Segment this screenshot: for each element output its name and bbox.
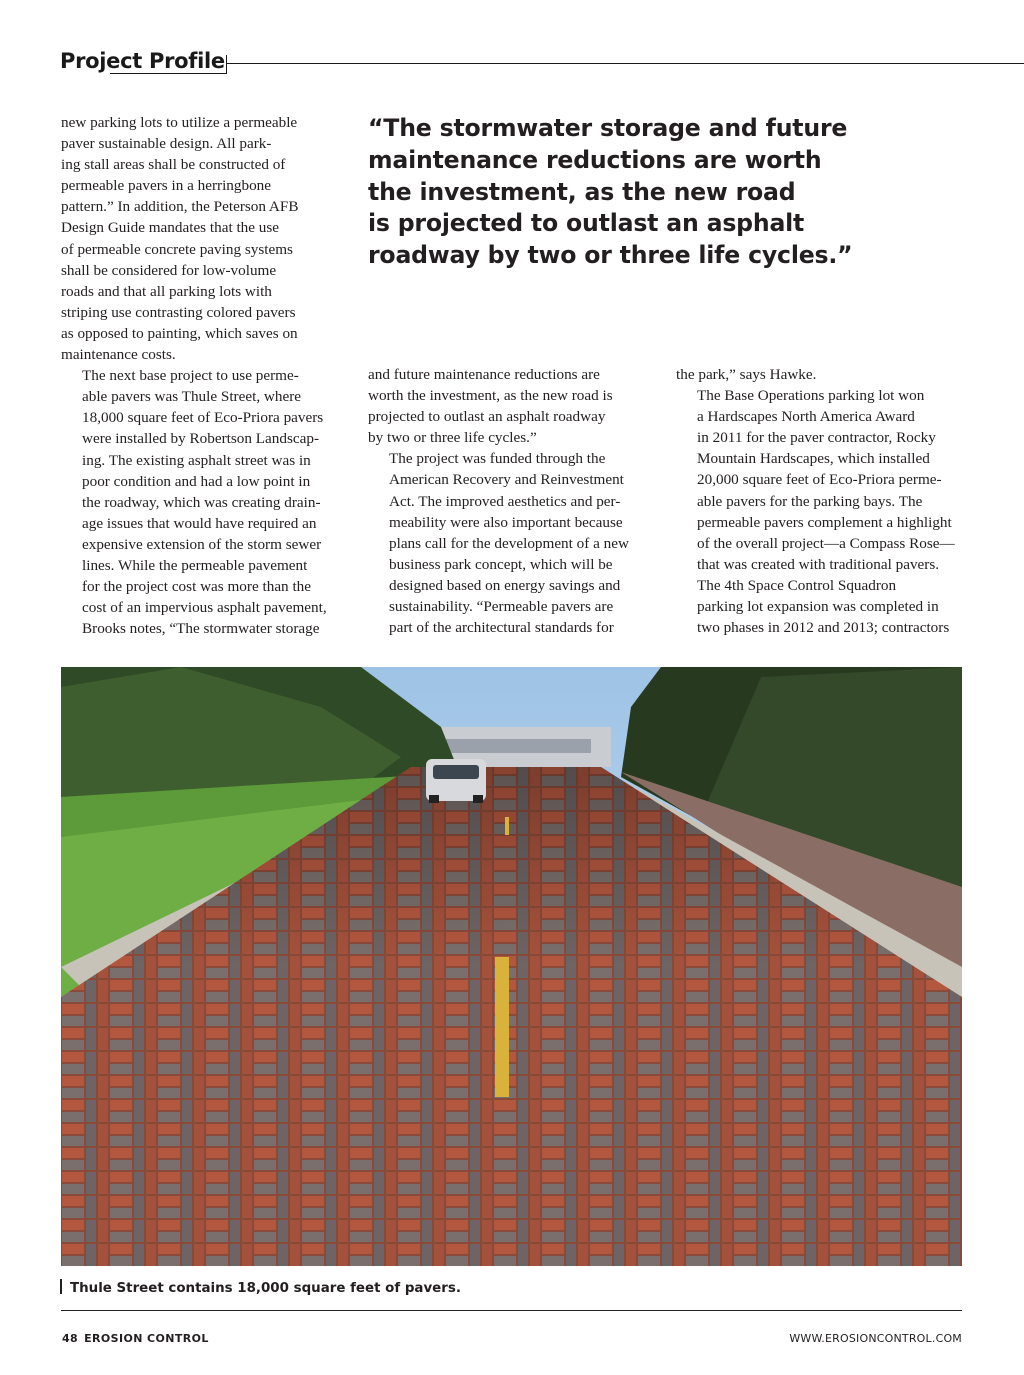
text-line: designed based on energy savings and	[389, 576, 621, 594]
text-line: pattern.” In addition, the Peterson AFB	[61, 198, 299, 216]
text-line: parking lot expansion was completed in	[697, 598, 939, 616]
column2-paragraph-1	[368, 364, 663, 448]
text-line: 18,000 square feet of Eco-Priora pavers	[82, 409, 324, 427]
text-line: the roadway, which was creating drain-	[82, 493, 321, 511]
text-line: plans call for the development of a new	[389, 534, 629, 552]
text-line: able pavers was Thule Street, where	[82, 388, 302, 406]
text-line: in 2011 for the paver contractor, Rocky	[697, 429, 936, 447]
column1-paragraph-2	[61, 365, 351, 639]
text-line: worth the investment, as the new road is	[368, 387, 613, 405]
column3-paragraph-1	[676, 364, 966, 385]
text-line: The project was funded through the	[389, 450, 606, 468]
page-number: 48	[62, 1332, 79, 1345]
column2-paragraph-2	[368, 448, 663, 638]
text-line: the park,” says Hawke.	[676, 366, 817, 383]
text-line: ing. The existing asphalt street was in	[82, 451, 311, 469]
text-line: “The stormwater storage and future	[368, 114, 848, 142]
text-line: roads and that all parking lots with	[61, 282, 272, 300]
footer-rule	[61, 1310, 962, 1311]
column3-paragraph-2	[676, 385, 966, 575]
footer-publication	[62, 1332, 209, 1345]
text-line: of the overall project—a Compass Rose—	[697, 534, 955, 552]
text-line: poor condition and had a low point in	[82, 472, 311, 490]
text-line: permeable pavers complement a highlight	[697, 513, 952, 531]
text-line: The 4th Space Control Squadron	[697, 576, 897, 594]
text-line: that was created with traditional pavers.	[697, 555, 940, 573]
text-line: maintenance reductions are worth	[368, 145, 822, 174]
text-line: shall be considered for low-volume	[61, 261, 277, 279]
title-underline	[110, 73, 226, 74]
text-line: age issues that would have required an	[82, 514, 317, 532]
text-line: a Hardscapes North America Award	[697, 408, 915, 426]
article-column-2	[368, 364, 663, 638]
text-line: ing stall areas shall be constructed of	[61, 156, 286, 174]
text-line: Design Guide mandates that the use	[61, 219, 280, 237]
caption-text: Thule Street contains 18,000 square feet of pavers.	[70, 1281, 461, 1296]
publication-name: EROSION CONTROL	[84, 1332, 209, 1345]
text-line: as opposed to painting, which saves on	[61, 324, 298, 342]
text-line: lines. While the permeable pavement	[82, 556, 308, 574]
text-line: roadway by two or three life cycles.”	[368, 241, 853, 270]
text-line: 20,000 square feet of Eco-Priora perme-	[697, 471, 942, 489]
text-line: and future maintenance reductions are	[368, 366, 600, 383]
text-line: part of the architectural standards for	[389, 619, 614, 637]
text-line: is projected to outlast an asphalt	[368, 209, 805, 238]
header-rule	[226, 63, 1024, 64]
text-line: paver sustainable design. All park-	[61, 135, 272, 153]
photo-caption	[60, 1279, 461, 1296]
section-title: Project Profile	[60, 49, 225, 73]
text-line: The Base Operations parking lot won	[697, 387, 925, 405]
column1-paragraph-1	[61, 112, 351, 365]
text-line: cost of an impervious asphalt pavement,	[82, 599, 327, 617]
text-line: American Recovery and Reinvestment	[389, 471, 624, 489]
text-line: Mountain Hardscapes, which installed	[697, 450, 930, 468]
text-line: expensive extension of the storm sewer	[82, 535, 322, 553]
text-line: Act. The improved aesthetics and per-	[389, 492, 621, 510]
text-line: business park concept, which will be	[389, 555, 613, 573]
text-line: meability were also important because	[389, 513, 623, 531]
text-line: able pavers for the parking bays. The	[697, 492, 923, 510]
text-line: were installed by Robertson Landscap-	[82, 430, 320, 448]
footer-website[interactable]: WWW.EROSIONCONTROL.COM	[789, 1332, 962, 1345]
text-line: Brooks notes, “The stormwater storage	[82, 620, 320, 638]
text-line: by two or three life cycles.”	[368, 429, 537, 447]
text-line: sustainability. “Permeable pavers are	[389, 598, 614, 616]
article-column-1	[61, 112, 351, 639]
caption-bar	[60, 1279, 62, 1294]
article-column-3	[676, 364, 966, 638]
column3-paragraph-3	[676, 575, 966, 638]
text-line: two phases in 2012 and 2013; contractors	[697, 619, 950, 637]
text-line: for the project cost was more than the	[82, 578, 311, 596]
text-line: of permeable concrete paving systems	[61, 240, 293, 258]
text-line: The next base project to use perme-	[82, 367, 299, 385]
text-line: the investment, as the new road	[368, 177, 796, 206]
text-line: striping use contrasting colored pavers	[61, 303, 296, 321]
text-line: new parking lots to utilize a permeable	[61, 114, 298, 131]
text-line: projected to outlast an asphalt roadway	[368, 408, 606, 426]
text-line: permeable pavers in a herringbone	[61, 177, 271, 195]
pull-quote	[368, 113, 968, 272]
street-photo	[61, 667, 962, 1266]
text-line: maintenance costs.	[61, 346, 176, 364]
header-divider-tick	[226, 55, 227, 74]
